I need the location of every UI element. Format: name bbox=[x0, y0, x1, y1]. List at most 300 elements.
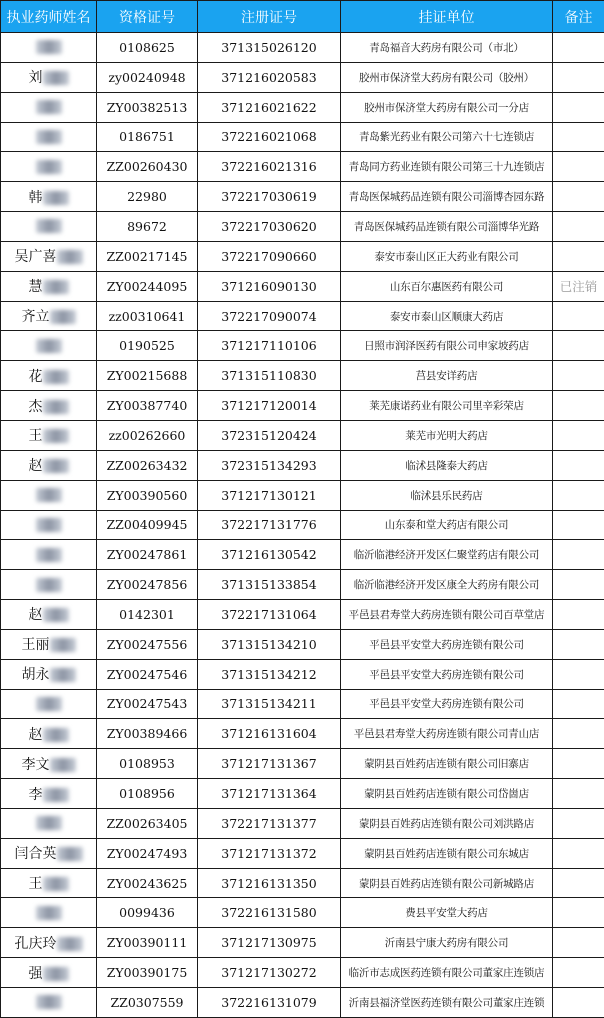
note-cell bbox=[553, 838, 604, 868]
name-text: 杰 bbox=[29, 399, 43, 415]
cert-text: ZY00390111 bbox=[107, 935, 188, 950]
name-text: 花 bbox=[29, 369, 43, 385]
note-text: 已注销 bbox=[560, 279, 598, 294]
unit-cell bbox=[341, 331, 553, 361]
reg-cell bbox=[198, 779, 341, 809]
name-cell bbox=[1, 570, 97, 600]
name-text: 齐立 bbox=[22, 309, 50, 325]
reg-text: 371216131604 bbox=[221, 726, 316, 741]
cert-text: ZZ00263432 bbox=[107, 458, 188, 473]
reg-text: 372217030620 bbox=[221, 219, 316, 234]
table-row bbox=[1, 779, 604, 809]
cert-text: ZY00390175 bbox=[107, 965, 188, 980]
unit-text: 沂南县福济堂医药连锁有限公司董家庄连锁 bbox=[349, 997, 545, 1009]
cert-cell bbox=[97, 301, 198, 331]
name-cell bbox=[1, 719, 97, 749]
table-row bbox=[1, 838, 604, 868]
note-cell bbox=[553, 749, 604, 779]
cert-cell bbox=[97, 719, 198, 749]
cert-text: ZY00247856 bbox=[107, 577, 188, 592]
cert-cell bbox=[97, 540, 198, 570]
unit-cell bbox=[341, 301, 553, 331]
reg-text: 371216130542 bbox=[221, 547, 316, 562]
unit-text: 莱芜市光明大药店 bbox=[405, 430, 487, 442]
redaction-blur bbox=[50, 758, 76, 772]
reg-cell bbox=[198, 749, 341, 779]
table-row bbox=[1, 33, 604, 63]
note-cell bbox=[553, 808, 604, 838]
reg-text: 371217130975 bbox=[221, 935, 316, 950]
cert-cell bbox=[97, 898, 198, 928]
reg-cell bbox=[198, 271, 341, 301]
reg-text: 372216021068 bbox=[221, 129, 316, 144]
table-row bbox=[1, 62, 604, 92]
reg-text: 371315133854 bbox=[221, 577, 316, 592]
unit-cell bbox=[341, 838, 553, 868]
name-cell bbox=[1, 808, 97, 838]
unit-cell bbox=[341, 779, 553, 809]
name-cell bbox=[1, 779, 97, 809]
table-row bbox=[1, 689, 604, 719]
cert-cell bbox=[97, 361, 198, 391]
unit-text: 平邑县君寿堂大药房连锁有限公司青山店 bbox=[354, 728, 539, 740]
cert-cell bbox=[97, 629, 198, 659]
table-row bbox=[1, 808, 604, 838]
redaction-blur bbox=[36, 488, 62, 502]
cert-text: ZZ00217145 bbox=[107, 249, 188, 264]
name-cell bbox=[1, 600, 97, 630]
note-cell bbox=[553, 212, 604, 242]
cert-text: 0142301 bbox=[119, 607, 175, 622]
cert-cell bbox=[97, 838, 198, 868]
cert-cell bbox=[97, 92, 198, 122]
name-cell bbox=[1, 92, 97, 122]
redaction-blur bbox=[50, 310, 76, 324]
unit-text: 胶州市保济堂大药房有限公司一分店 bbox=[364, 102, 529, 114]
unit-text: 山东百尔惠医药有限公司 bbox=[390, 281, 503, 293]
redaction-blur bbox=[43, 967, 69, 981]
name-cell bbox=[1, 928, 97, 958]
redaction-blur bbox=[36, 548, 62, 562]
unit-text: 莱芜康诺药业有限公司里辛彩荣店 bbox=[369, 400, 524, 412]
unit-cell bbox=[341, 808, 553, 838]
unit-cell bbox=[341, 749, 553, 779]
redaction-blur bbox=[57, 250, 83, 264]
reg-cell bbox=[198, 898, 341, 928]
reg-cell bbox=[198, 988, 341, 1018]
name-cell bbox=[1, 629, 97, 659]
cert-text: ZY00247493 bbox=[107, 846, 188, 861]
table-row bbox=[1, 212, 604, 242]
name-cell bbox=[1, 868, 97, 898]
note-cell bbox=[553, 659, 604, 689]
reg-cell bbox=[198, 182, 341, 212]
name-text: 王丽 bbox=[22, 637, 50, 653]
redaction-blur bbox=[36, 160, 62, 174]
unit-text: 平邑县平安堂大药房连锁有限公司 bbox=[369, 669, 524, 681]
cert-cell bbox=[97, 331, 198, 361]
cert-text: 0186751 bbox=[119, 129, 175, 144]
table-row bbox=[1, 928, 604, 958]
name-text: 吴广喜 bbox=[15, 249, 57, 265]
cert-cell bbox=[97, 33, 198, 63]
name-cell bbox=[1, 898, 97, 928]
unit-text: 青岛医保城药品连锁有限公司淄博杏园东路 bbox=[349, 191, 545, 203]
name-cell bbox=[1, 33, 97, 63]
note-cell bbox=[553, 928, 604, 958]
unit-text: 临沭县隆泰大药店 bbox=[405, 460, 487, 472]
table-row bbox=[1, 450, 604, 480]
note-cell bbox=[553, 182, 604, 212]
reg-text: 372217090074 bbox=[221, 309, 316, 324]
note-cell bbox=[553, 719, 604, 749]
cert-text: 0108953 bbox=[119, 756, 175, 771]
header-row bbox=[1, 1, 604, 33]
redaction-blur bbox=[36, 697, 62, 711]
cert-cell bbox=[97, 152, 198, 182]
unit-cell bbox=[341, 480, 553, 510]
unit-cell bbox=[341, 271, 553, 301]
unit-text: 泰安市泰山区顺康大药店 bbox=[390, 311, 503, 323]
cert-cell bbox=[97, 122, 198, 152]
note-cell bbox=[553, 420, 604, 450]
cert-text: ZY00247543 bbox=[107, 696, 188, 711]
reg-text: 372217131776 bbox=[221, 517, 316, 532]
cert-cell bbox=[97, 988, 198, 1018]
unit-text: 青岛福音大药房有限公司（市北） bbox=[369, 42, 524, 54]
note-cell bbox=[553, 391, 604, 421]
unit-text: 青岛同方药业连锁有限公司第三十九连锁店 bbox=[349, 161, 545, 173]
unit-text: 平邑县平安堂大药房连锁有限公司 bbox=[369, 639, 524, 651]
reg-cell bbox=[198, 122, 341, 152]
redaction-blur bbox=[43, 459, 69, 473]
cert-cell bbox=[97, 271, 198, 301]
cert-text: ZY00247556 bbox=[107, 637, 188, 652]
reg-text: 372315120424 bbox=[221, 428, 316, 443]
reg-cell bbox=[198, 361, 341, 391]
reg-text: 371315110830 bbox=[221, 368, 316, 383]
name-cell bbox=[1, 152, 97, 182]
cert-cell bbox=[97, 420, 198, 450]
unit-cell bbox=[341, 928, 553, 958]
unit-cell bbox=[341, 212, 553, 242]
table-row bbox=[1, 241, 604, 271]
reg-text: 371216020583 bbox=[221, 70, 316, 85]
redaction-blur bbox=[43, 788, 69, 802]
table-row bbox=[1, 331, 604, 361]
cert-text: ZZ00263405 bbox=[107, 816, 188, 831]
reg-cell bbox=[198, 570, 341, 600]
reg-text: 371217130121 bbox=[221, 488, 316, 503]
table-row bbox=[1, 629, 604, 659]
reg-cell bbox=[198, 331, 341, 361]
reg-cell bbox=[198, 480, 341, 510]
table-row bbox=[1, 301, 604, 331]
name-cell bbox=[1, 958, 97, 988]
unit-cell bbox=[341, 92, 553, 122]
reg-text: 371216090130 bbox=[221, 279, 316, 294]
redaction-blur bbox=[57, 937, 83, 951]
reg-cell bbox=[198, 450, 341, 480]
reg-cell bbox=[198, 241, 341, 271]
note-cell bbox=[553, 361, 604, 391]
unit-cell bbox=[341, 420, 553, 450]
unit-cell bbox=[341, 719, 553, 749]
reg-cell bbox=[198, 958, 341, 988]
unit-cell bbox=[341, 62, 553, 92]
unit-cell bbox=[341, 391, 553, 421]
table-row bbox=[1, 540, 604, 570]
reg-text: 371217131367 bbox=[221, 756, 316, 771]
unit-cell bbox=[341, 33, 553, 63]
note-cell bbox=[553, 33, 604, 63]
cert-text: 22980 bbox=[127, 189, 167, 204]
header-unit: 挂证单位 bbox=[341, 1, 553, 33]
reg-text: 371217131372 bbox=[221, 846, 316, 861]
unit-text: 临沂市志成医药连锁有限公司董家庄连锁店 bbox=[349, 967, 545, 979]
name-text: 慧 bbox=[29, 279, 43, 295]
name-cell bbox=[1, 241, 97, 271]
reg-text: 372217131377 bbox=[221, 816, 316, 831]
cert-text: 0108956 bbox=[119, 786, 175, 801]
note-cell bbox=[553, 540, 604, 570]
redaction-blur bbox=[36, 578, 62, 592]
unit-text: 蒙阴县百姓药店连锁有限公司新城路店 bbox=[359, 878, 534, 890]
cert-cell bbox=[97, 570, 198, 600]
reg-text: 372217090660 bbox=[221, 249, 316, 264]
reg-text: 371217110106 bbox=[221, 338, 316, 353]
cert-text: ZY00247861 bbox=[107, 547, 188, 562]
redaction-blur bbox=[36, 995, 62, 1009]
reg-cell bbox=[198, 62, 341, 92]
table-row bbox=[1, 719, 604, 749]
cert-text: ZY00382513 bbox=[107, 100, 188, 115]
name-cell bbox=[1, 510, 97, 540]
note-cell bbox=[553, 152, 604, 182]
header-name: 执业药师姓名 bbox=[1, 1, 97, 33]
reg-cell bbox=[198, 510, 341, 540]
name-cell bbox=[1, 838, 97, 868]
cert-cell bbox=[97, 480, 198, 510]
table-row bbox=[1, 182, 604, 212]
reg-cell bbox=[198, 719, 341, 749]
unit-cell bbox=[341, 450, 553, 480]
name-cell bbox=[1, 331, 97, 361]
name-cell bbox=[1, 420, 97, 450]
reg-text: 372216131079 bbox=[221, 995, 316, 1010]
header-reg: 注册证号 bbox=[198, 1, 341, 33]
unit-cell bbox=[341, 152, 553, 182]
cert-cell bbox=[97, 450, 198, 480]
note-cell bbox=[553, 779, 604, 809]
table-row bbox=[1, 510, 604, 540]
name-cell bbox=[1, 988, 97, 1018]
name-text: 韩 bbox=[29, 190, 43, 206]
unit-cell bbox=[341, 600, 553, 630]
name-cell bbox=[1, 62, 97, 92]
cert-cell bbox=[97, 928, 198, 958]
redaction-blur bbox=[50, 638, 76, 652]
reg-text: 371315134212 bbox=[221, 667, 316, 682]
note-cell bbox=[553, 868, 604, 898]
note-cell bbox=[553, 62, 604, 92]
note-cell bbox=[553, 271, 604, 301]
unit-text: 临沂临港经济开发区康全大药房有限公司 bbox=[354, 579, 539, 591]
name-cell bbox=[1, 301, 97, 331]
name-text: 赵 bbox=[29, 458, 43, 474]
unit-text: 蒙阴县百姓药店连锁有限公司东城店 bbox=[364, 848, 529, 860]
note-cell bbox=[553, 122, 604, 152]
redaction-blur bbox=[36, 518, 62, 532]
reg-cell bbox=[198, 212, 341, 242]
table-row bbox=[1, 958, 604, 988]
cert-text: ZY00215688 bbox=[107, 368, 188, 383]
unit-cell bbox=[341, 659, 553, 689]
table-row bbox=[1, 749, 604, 779]
reg-text: 371315134211 bbox=[221, 696, 316, 711]
reg-text: 371216021622 bbox=[221, 100, 316, 115]
name-text: 赵 bbox=[29, 607, 43, 623]
table-row bbox=[1, 988, 604, 1018]
cert-text: ZZ0307559 bbox=[110, 995, 183, 1010]
table-row bbox=[1, 420, 604, 450]
note-cell bbox=[553, 510, 604, 540]
cert-text: 0108625 bbox=[119, 40, 175, 55]
name-cell bbox=[1, 271, 97, 301]
unit-text: 蒙阴县百姓药店连锁有限公司刘洪路店 bbox=[359, 818, 534, 830]
note-cell bbox=[553, 480, 604, 510]
redaction-blur bbox=[43, 608, 69, 622]
redaction-blur bbox=[36, 906, 62, 920]
redaction-blur bbox=[57, 847, 83, 861]
reg-cell bbox=[198, 808, 341, 838]
name-text: 孔庆玲 bbox=[15, 936, 57, 952]
unit-text: 胶州市保济堂大药房有限公司（胶州） bbox=[359, 72, 534, 84]
reg-text: 372217030619 bbox=[221, 189, 316, 204]
redaction-blur bbox=[43, 370, 69, 384]
unit-text: 平邑县平安堂大药房连锁有限公司 bbox=[369, 698, 524, 710]
unit-text: 青岛紫光药业有限公司第六十七连锁店 bbox=[359, 131, 534, 143]
note-cell bbox=[553, 689, 604, 719]
reg-cell bbox=[198, 629, 341, 659]
name-cell bbox=[1, 659, 97, 689]
reg-text: 372216021316 bbox=[221, 159, 316, 174]
name-cell bbox=[1, 361, 97, 391]
unit-cell bbox=[341, 629, 553, 659]
unit-text: 平邑县君寿堂大药房连锁有限公司百草堂店 bbox=[349, 609, 545, 621]
reg-cell bbox=[198, 540, 341, 570]
unit-text: 日照市润泽医药有限公司申家坡药店 bbox=[364, 340, 529, 352]
note-cell bbox=[553, 988, 604, 1018]
name-cell bbox=[1, 480, 97, 510]
cert-cell bbox=[97, 958, 198, 988]
note-cell bbox=[553, 331, 604, 361]
reg-cell bbox=[198, 301, 341, 331]
table-row bbox=[1, 659, 604, 689]
unit-text: 泰安市泰山区正大药业有限公司 bbox=[374, 251, 518, 263]
cert-cell bbox=[97, 391, 198, 421]
reg-cell bbox=[198, 868, 341, 898]
reg-cell bbox=[198, 838, 341, 868]
reg-text: 371217120014 bbox=[221, 398, 316, 413]
redaction-blur bbox=[43, 191, 69, 205]
redaction-blur bbox=[36, 339, 62, 353]
note-cell bbox=[553, 629, 604, 659]
redaction-blur bbox=[43, 429, 69, 443]
reg-text: 372216131580 bbox=[221, 905, 316, 920]
cert-text: ZY00390560 bbox=[107, 488, 188, 503]
unit-text: 蒙阴县百姓药店连锁有限公司旧寨店 bbox=[364, 758, 529, 770]
cert-cell bbox=[97, 182, 198, 212]
reg-text: 371315026120 bbox=[221, 40, 316, 55]
redaction-blur bbox=[43, 400, 69, 414]
cert-cell bbox=[97, 689, 198, 719]
name-text: 胡永 bbox=[22, 667, 50, 683]
reg-text: 371217130272 bbox=[221, 965, 316, 980]
cert-text: ZY00389466 bbox=[107, 726, 188, 741]
name-text: 王 bbox=[29, 428, 43, 444]
header-note: 备注 bbox=[553, 1, 604, 33]
unit-text: 临沂临港经济开发区仁聚堂药店有限公司 bbox=[354, 549, 539, 561]
table-row bbox=[1, 868, 604, 898]
name-text: 王 bbox=[29, 876, 43, 892]
unit-text: 费县平安堂大药店 bbox=[405, 907, 487, 919]
name-text: 李 bbox=[29, 787, 43, 803]
unit-cell bbox=[341, 868, 553, 898]
reg-cell bbox=[198, 33, 341, 63]
reg-cell bbox=[198, 391, 341, 421]
name-cell bbox=[1, 689, 97, 719]
unit-cell bbox=[341, 182, 553, 212]
redaction-blur bbox=[36, 130, 62, 144]
cert-cell bbox=[97, 808, 198, 838]
reg-cell bbox=[198, 152, 341, 182]
table-row bbox=[1, 92, 604, 122]
cert-cell bbox=[97, 510, 198, 540]
unit-cell bbox=[341, 689, 553, 719]
redaction-blur bbox=[36, 219, 62, 233]
reg-text: 372217131064 bbox=[221, 607, 316, 622]
table-row bbox=[1, 600, 604, 630]
unit-cell bbox=[341, 241, 553, 271]
table-row bbox=[1, 480, 604, 510]
name-cell bbox=[1, 450, 97, 480]
cert-cell bbox=[97, 62, 198, 92]
cert-text: 0190525 bbox=[119, 338, 175, 353]
unit-text: 山东泰和堂大药店有限公司 bbox=[385, 519, 509, 531]
name-text: 强 bbox=[29, 966, 43, 982]
cert-text: 89672 bbox=[127, 219, 167, 234]
cert-text: zz00310641 bbox=[109, 309, 186, 324]
cert-text: 0099436 bbox=[119, 905, 175, 920]
unit-cell bbox=[341, 122, 553, 152]
reg-text: 371217131364 bbox=[221, 786, 316, 801]
cert-text: ZZ00409945 bbox=[107, 517, 188, 532]
cert-text: zz00262660 bbox=[109, 428, 186, 443]
reg-cell bbox=[198, 600, 341, 630]
name-cell bbox=[1, 391, 97, 421]
note-cell bbox=[553, 898, 604, 928]
name-cell bbox=[1, 182, 97, 212]
redaction-blur bbox=[43, 728, 69, 742]
unit-cell bbox=[341, 540, 553, 570]
cert-text: zy00240948 bbox=[108, 70, 185, 85]
name-cell bbox=[1, 212, 97, 242]
note-cell bbox=[553, 600, 604, 630]
redaction-blur bbox=[36, 40, 62, 54]
unit-text: 莒县安详药店 bbox=[416, 370, 478, 382]
cert-cell bbox=[97, 779, 198, 809]
